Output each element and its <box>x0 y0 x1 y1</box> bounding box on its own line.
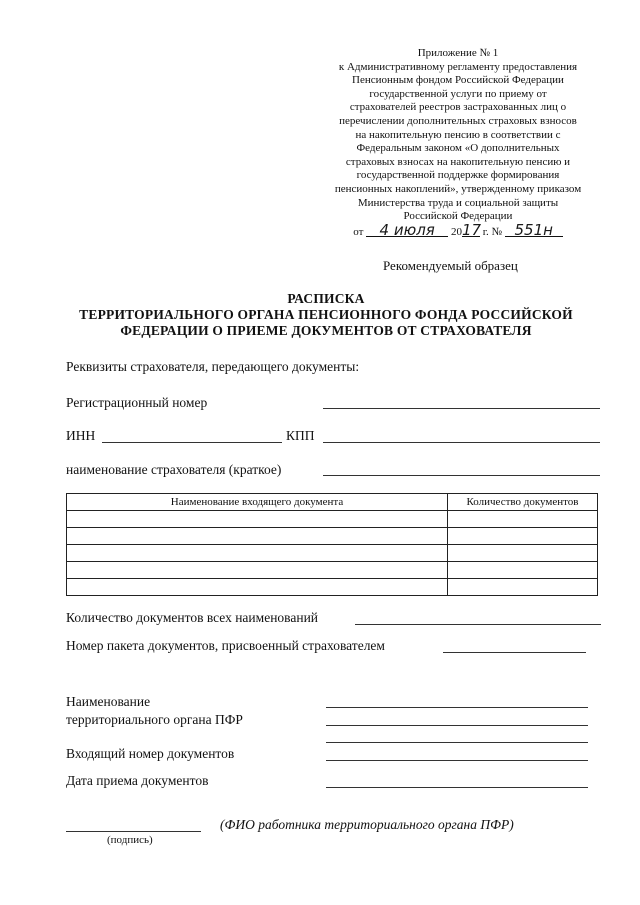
package-number-field[interactable] <box>443 652 586 653</box>
order-date-handwritten: 4 июля <box>366 224 448 237</box>
pfr-body-field-2[interactable] <box>326 725 588 726</box>
appendix-line: Приложение № 1 <box>417 47 499 59</box>
incoming-number-field[interactable] <box>326 760 588 761</box>
doc-name-header: Наименование входящего документа <box>67 494 448 511</box>
doc-count-cell[interactable] <box>448 579 598 596</box>
appendix-line: пенсионных накоплений», утвержденному приказом <box>334 182 582 195</box>
date-prefix: от <box>353 225 364 238</box>
doc-count-cell[interactable] <box>448 528 598 545</box>
doc-count-header: Количество документов <box>448 494 598 511</box>
appendix-line: к Административному регламенту предоставления <box>338 60 578 73</box>
doc-count-cell[interactable] <box>448 545 598 562</box>
doc-name-cell[interactable] <box>67 511 448 528</box>
doc-name-cell[interactable] <box>67 579 448 596</box>
appendix-line: на накопительную пенсию в соответствии с <box>355 128 561 141</box>
receipt-date-label: Дата приема документов <box>66 773 209 788</box>
appendix-line: Федеральным законом «О дополнительных <box>356 142 560 155</box>
package-number-label: Номер пакета документов, присвоенный страхователем <box>66 638 385 653</box>
table-row <box>67 511 598 528</box>
pfr-body-field-1[interactable] <box>326 707 588 708</box>
appendix-line: государственной услуги по приему от <box>369 87 547 100</box>
doc-name-cell[interactable] <box>67 545 448 562</box>
incoming-number-label: Входящий номер документов <box>66 746 235 761</box>
title-line: ТЕРРИТОРИАЛЬНОГО ОРГАНА ПЕНСИОННОГО ФОНДА РОССИЙСКОЙ <box>79 307 573 322</box>
requisites-heading: Реквизиты страхователя, передающего документы: <box>66 359 360 374</box>
appendix-line: страховых взносах на накопительную пенсию и <box>345 155 571 168</box>
signature-field[interactable] <box>66 831 201 832</box>
page-title <box>40 291 612 339</box>
total-docs-field[interactable] <box>355 624 601 625</box>
appendix-line: Российской Федерации <box>403 210 513 223</box>
kpp-field[interactable] <box>323 442 600 443</box>
appendix-line: Министерства труда и социальной защиты <box>357 196 559 209</box>
sample-label: Рекомендуемый образец <box>383 258 518 273</box>
reg-number-field[interactable] <box>323 408 600 409</box>
title-line: РАСПИСКА <box>287 291 365 306</box>
kpp-label: КПП <box>286 428 315 443</box>
appendix-line: перечислении дополнительных страховых взносов <box>339 114 577 127</box>
reg-number-label: Регистрационный номер <box>66 395 208 410</box>
signature-label: (подпись) <box>107 834 153 846</box>
appendix-header <box>318 47 598 239</box>
doc-count-cell[interactable] <box>448 562 598 579</box>
order-number-handwritten: 551н <box>505 224 563 237</box>
receipt-date-field[interactable] <box>326 787 588 788</box>
order-year-handwritten: 17 <box>461 220 482 239</box>
year-label: г. <box>482 225 489 238</box>
total-docs-label: Количество документов всех наименований <box>66 610 319 625</box>
inn-field[interactable] <box>102 442 282 443</box>
pfr-body-field-3[interactable] <box>326 742 588 743</box>
insurer-name-label: наименование страхователя (краткое) <box>66 462 282 477</box>
appendix-line: государственной поддержке формирования <box>356 169 560 182</box>
doc-count-cell[interactable] <box>448 511 598 528</box>
order-date-line <box>318 220 598 240</box>
documents-table <box>66 493 598 596</box>
doc-name-cell[interactable] <box>67 528 448 545</box>
inn-label: ИНН <box>66 428 96 443</box>
number-label: № <box>491 225 502 238</box>
table-row <box>67 545 598 562</box>
pfr-body-label: Наименование <box>66 694 151 709</box>
doc-name-cell[interactable] <box>67 562 448 579</box>
insurer-name-field[interactable] <box>323 475 600 476</box>
year-prefix: 20 <box>450 225 462 238</box>
table-row <box>67 562 598 579</box>
table-row <box>67 528 598 545</box>
title-line: ФЕДЕРАЦИИ О ПРИЕМЕ ДОКУМЕНТОВ ОТ СТРАХОВАТЕЛЯ <box>120 323 532 338</box>
table-header-row <box>67 494 598 511</box>
employee-name-label: (ФИО работника территориального органа ПФР) <box>220 817 514 832</box>
pfr-body-label-2: территориального органа ПФР <box>66 712 243 727</box>
table-row <box>67 579 598 596</box>
appendix-line: Пенсионным фондом Российской Федерации <box>352 74 564 87</box>
appendix-line: страхователей реестров застрахованных лиц о <box>349 101 567 114</box>
